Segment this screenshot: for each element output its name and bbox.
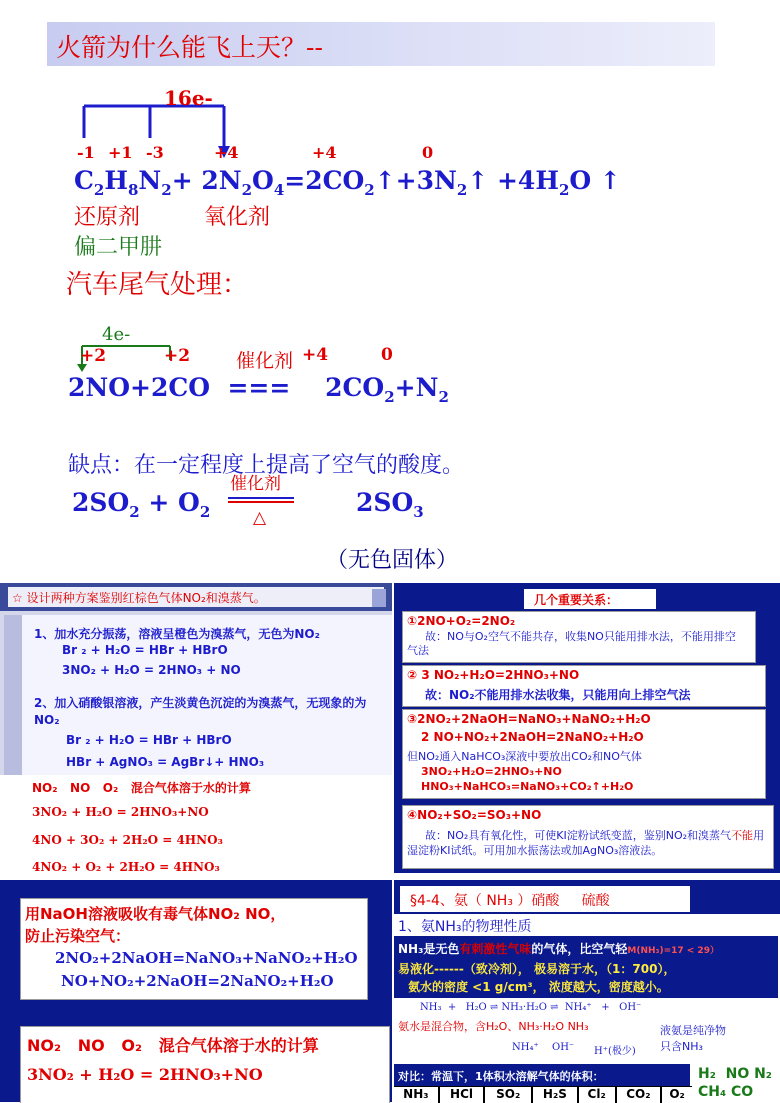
- ox-state: +4: [214, 143, 239, 162]
- ion: OH⁻: [552, 1042, 575, 1053]
- ox-state: 0: [422, 143, 434, 162]
- panel-absorption: [0, 880, 392, 1102]
- property-line-3: 氨水的密度 <1 g/cm³， 浓度越大，密度越小。: [408, 980, 669, 994]
- gas-cell: O₂: [669, 1087, 685, 1101]
- mix-calc-box: NO₂ NO O₂ 混合气体溶于水的计算 3NO₂ + H₂O = 2HNO₃+NO: [20, 1026, 390, 1103]
- page-title: 火箭为什么能飞上天？--: [56, 33, 323, 62]
- rocket-equation: $C_2H_8N_2+$ $2N_2O_4=2CO_2↑+3N_2↑ +4H_2O$ ↑: [74, 166, 621, 199]
- ox-state: +2: [164, 346, 191, 366]
- ox-state: 0: [381, 345, 393, 365]
- insoluble-gases: CH₄ CO: [698, 1084, 754, 1100]
- compare-title: 对比：常温下，1体积水溶解气体的体积：: [398, 1070, 604, 1083]
- relation-3: ③2NO₂+2NaOH=NaNO₃+NaNO₂+H₂O 2 NO+NO₂+2NaOH=2NaNO₂+H₂O 但NO₂通入NaHCO₃深液中要放出CO₂和NO气体 3NO₂+H₂O=2HNO₃+NO HNO₃+NaHCO₃=NaNO₃+CO₂↑+H₂O: [402, 709, 766, 799]
- method-1: 1、加水充分振荡，溶液呈橙色为溴蒸气，无色为NO₂: [34, 627, 320, 641]
- relation-2: ② 3 NO₂+H₂O=2HNO₃+NO 故：NO₂不能用排水法收集，只能用向上排空气法: [402, 665, 766, 707]
- gas-cell: NH₃: [394, 1087, 440, 1103]
- exhaust-heading: 汽车尾气处理：: [66, 270, 249, 300]
- method-2: 2、加入硝酸银溶液，产生淡黄色沉淀的为溴蒸气，无现象的为NO₂: [34, 696, 367, 727]
- ox-state: +4: [312, 143, 337, 162]
- catalyst-label: 催化剂: [236, 350, 294, 372]
- section-subtitle: 1、氨NH₃的物理性质: [398, 919, 532, 935]
- ox-state: +2: [80, 346, 107, 366]
- property-line-1: NH₃是无色有刺激性气味的气体，比空气轻M(NH₃)=17 < 29）: [398, 942, 719, 956]
- equation: 4NO₂ + O₂ + 2H₂O = 4HNO₃: [32, 860, 220, 874]
- mix-title: NO₂ NO O₂ 混合气体溶于水的计算: [32, 781, 251, 795]
- ion: H⁺(极少): [594, 1046, 636, 1057]
- equation: Br ₂ + H₂O = HBr + HBrO: [66, 733, 232, 747]
- equation: HBr + AgNO₃ = AgBr↓+ HNO₃: [66, 755, 265, 769]
- so3-right: $2SO_3$: [356, 488, 424, 521]
- reducer-label: 还原剂: [74, 205, 141, 230]
- panel-relations: [394, 583, 780, 873]
- catalyst-label: 催化剂: [230, 474, 281, 494]
- ox-state: +1: [108, 143, 133, 162]
- ox-state: +4: [302, 345, 329, 365]
- equation: Br ₂ + H₂O = HBr + HBrO: [62, 643, 228, 657]
- absorption-box: 用NaOH溶液吸收有毒气体NO₂ NO， 防止污染空气： 2NO₂+2NaOH=NaNO₃+NaNO₂+H₂O NO+NO₂+2NaOH=2NaNO₂+H₂O: [20, 898, 368, 1000]
- mixture-note: 氨水是混合物，含H₂O、NH₃·H₂O NH₃: [398, 1020, 589, 1033]
- fuel-name: 偏二甲肼: [74, 235, 163, 260]
- equilibrium-eq: NH₃ + H₂O ⇌ NH₃·H₂O ⇌ NH₄⁺ + OH⁻: [420, 1002, 642, 1013]
- heat-symbol: △: [253, 508, 267, 528]
- panel-ammonia: [394, 880, 780, 1102]
- electron-count: 16e-: [164, 86, 213, 110]
- ox-state: -1: [77, 143, 95, 162]
- gas-cell: H₂S: [533, 1087, 579, 1103]
- gas-table: [394, 1086, 692, 1103]
- reaction-arrow: [226, 492, 298, 506]
- section-header: §4-4、氨（ NH₃ ）硝酸 硫酸: [410, 893, 610, 909]
- gas-cell: Cl₂: [579, 1087, 617, 1103]
- gas-cell: HCl: [440, 1087, 486, 1103]
- ox-state: -3: [146, 143, 164, 162]
- ion: NH₄⁺: [512, 1042, 539, 1053]
- panel-header: 几个重要关系：: [534, 593, 619, 607]
- so2-left: $2SO_2 + O_2$: [72, 488, 211, 521]
- drawback-text: 缺点：在一定程度上提高了空气的酸度。: [68, 453, 465, 478]
- insoluble-gases: H₂ NO N₂: [698, 1066, 772, 1082]
- exhaust-equation: 2NO+2CO === $2CO_2+N_2$: [68, 373, 449, 406]
- equation: 3NO₂ + H₂O = 2HNO₃ + NO: [62, 663, 241, 677]
- liquid-ammonia-note: 液氨是纯净物: [660, 1024, 726, 1037]
- property-line-2: 易液化------（致冷剂）， 极易溶于水，（1：700），: [398, 962, 676, 976]
- panel-identification: [0, 583, 392, 873]
- so3-note: （无色固体）: [326, 548, 459, 573]
- gas-cell: SO₂: [485, 1087, 533, 1103]
- relation-1: ①2NO+O₂=2NO₂ 故：NO与O₂空气不能共存，收集NO只能用排水法，不能用排空气法: [402, 611, 756, 663]
- liquid-ammonia-note: 只含NH₃: [660, 1040, 703, 1053]
- equation: 4NO + 3O₂ + 2H₂O = 4HNO₃: [32, 833, 223, 847]
- equation: 3NO₂ + H₂O = 2HNO₃+NO: [32, 805, 209, 819]
- gas-cell: CO₂: [617, 1087, 663, 1103]
- oxidizer-label: 氧化剂: [204, 205, 271, 230]
- electron-count: 4e-: [102, 324, 131, 345]
- panel-header: ☆ 设计两种方案鉴别红棕色气体NO₂和溴蒸气。: [12, 591, 266, 605]
- relation-4: ④NO₂+SO₂=SO₃+NO 故：NO₂具有氧化性，可使KI淀粉试纸变蓝，鉴别NO₂和溴蒸气不能用湿淀粉KI试纸。可用加水振荡法或加AgNO₃溶液法。: [402, 805, 774, 869]
